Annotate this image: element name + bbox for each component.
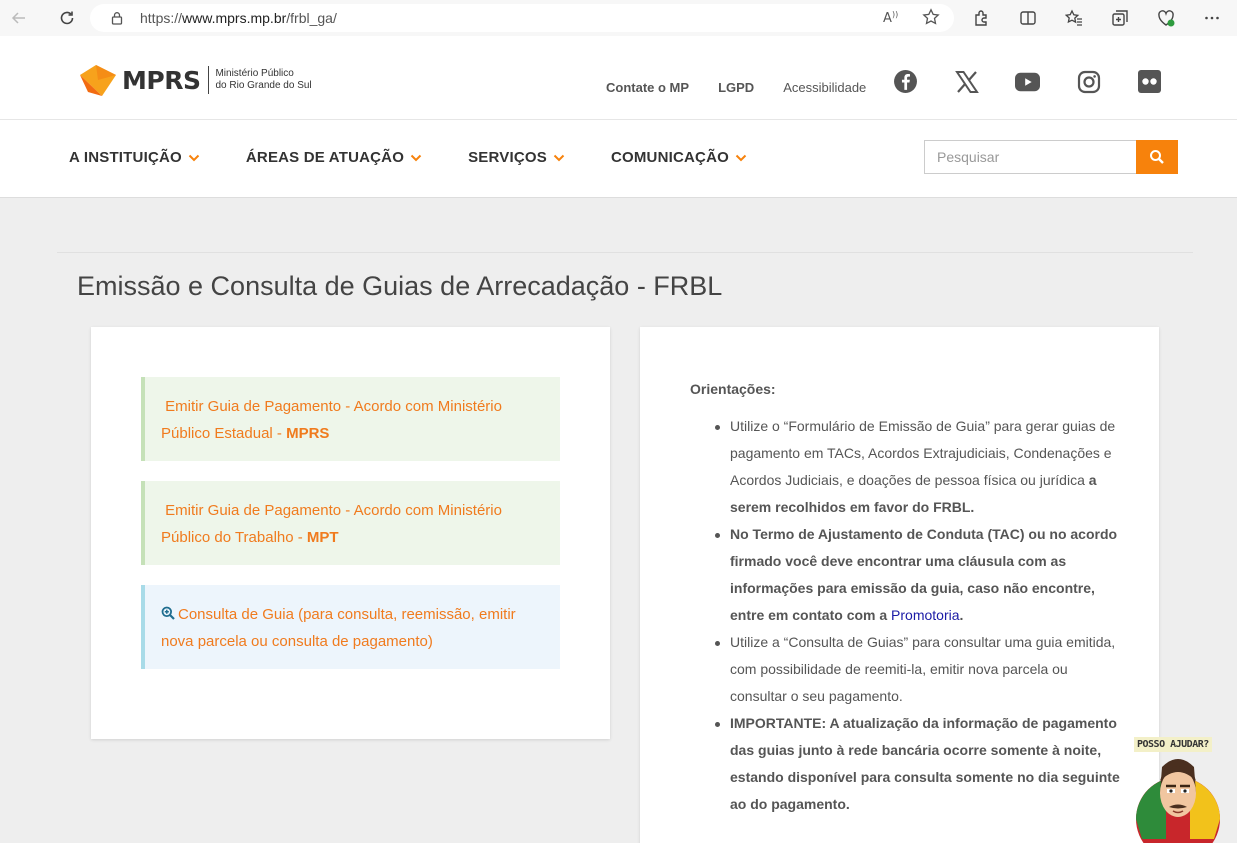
search-button[interactable] <box>1136 140 1178 174</box>
mprs-logo[interactable]: MPRS Ministério Público do Rio Grande do Sul <box>78 62 312 98</box>
browser-toolbar <box>0 0 1237 36</box>
chevron-down-icon <box>188 154 200 162</box>
options-card <box>91 327 610 739</box>
read-aloud-icon[interactable] <box>882 8 900 30</box>
lgpd-link[interactable]: LGPD <box>718 80 755 95</box>
guidelines-title: Orientações: <box>690 381 776 397</box>
list-item: IMPORTANTE: A atualização da informação de pagamento das guias junto à rede bancária ocorre somente à noite, estando disponível para consulta somente no dia seguinte ao do pagamento. <box>730 710 1120 818</box>
facebook-icon[interactable] <box>893 69 918 94</box>
emitir-mpt-link[interactable]: Emitir Guia de Pagamento - Acordo com Ministério Público do Trabalho - MPT <box>161 502 502 546</box>
acessibilidade-link[interactable]: Acessibilidade <box>783 80 867 95</box>
content-area <box>57 252 1193 843</box>
url-text: https://www.mprs.mp.br/frbl_ga/ <box>140 10 337 26</box>
youtube-icon[interactable] <box>1015 69 1040 94</box>
chevron-down-icon <box>410 154 422 162</box>
browser-essentials-icon[interactable] <box>1154 6 1178 30</box>
site-header <box>0 36 1237 120</box>
help-assistant[interactable] <box>1132 737 1224 843</box>
chevron-down-icon <box>735 154 747 162</box>
split-screen-icon[interactable] <box>1016 6 1040 30</box>
consulta-guia-link[interactable]: Consulta de Guia (para consulta, reemissão, emitir nova parcela ou consulta de pagamento) <box>161 606 516 650</box>
emitir-mprs-link[interactable]: Emitir Guia de Pagamento - Acordo com Ministério Público Estadual - MPRS <box>161 398 502 442</box>
list-item: Utilize a “Consulta de Guias” para consultar uma guia emitida, com possibilidade de reemiti-la, emitir nova parcela ou consultar o seu pagamento. <box>730 629 1120 710</box>
collections-icon[interactable] <box>1108 6 1132 30</box>
guidelines-list <box>730 413 1120 818</box>
favorites-icon[interactable] <box>1062 6 1086 30</box>
svg-text:A: A <box>883 11 892 26</box>
back-icon[interactable] <box>4 3 34 33</box>
svg-text:)): )) <box>892 10 899 19</box>
option-consulta-guia[interactable] <box>141 585 560 669</box>
search-icon <box>1149 149 1165 165</box>
refresh-icon[interactable] <box>52 3 82 33</box>
assistant-avatar-icon <box>1132 737 1224 843</box>
guidelines-card <box>640 327 1159 843</box>
main-nav <box>0 120 1237 198</box>
list-item: Utilize o “Formulário de Emissão de Guia” para gerar guias de pagamento em TACs, Acordos Extrajudiciais, Condenações e Acordos Judiciais, e doações de pessoa física ou jurídica a serem recolhidos em favor do FRBL. <box>730 413 1120 521</box>
chevron-down-icon <box>553 154 565 162</box>
nav-item-areas[interactable]: ÁREAS DE ATUAÇÃO <box>246 149 422 166</box>
list-item: No Termo de Ajustamento de Conduta (TAC) ou no acordo firmado você deve encontrar uma cláusula com as informações para emissão da guia, caso não encontre, entre em contato com a Promotoria. <box>730 521 1120 629</box>
lock-icon <box>110 11 124 25</box>
extensions-icon[interactable] <box>970 6 994 30</box>
address-bar[interactable] <box>90 4 954 32</box>
search-input[interactable] <box>924 140 1136 174</box>
more-options-icon[interactable] <box>1200 6 1224 30</box>
nav-item-servicos[interactable]: SERVIÇOS <box>468 149 565 166</box>
promotoria-link[interactable]: Promotoria <box>891 607 960 623</box>
zoom-in-icon <box>161 606 175 620</box>
option-emitir-mpt[interactable] <box>141 481 560 565</box>
help-label: POSSO AJUDAR? <box>1134 737 1212 752</box>
x-icon[interactable] <box>954 69 979 94</box>
option-emitir-mprs[interactable] <box>141 377 560 461</box>
favorite-star-icon[interactable] <box>922 8 940 30</box>
nav-item-instituicao[interactable]: A INSTITUIÇÃO <box>69 149 200 166</box>
flickr-icon[interactable] <box>1137 69 1162 94</box>
contate-link[interactable]: Contate o MP <box>606 80 690 95</box>
page-title: Emissão e Consulta de Guias de Arrecadação - FRBL <box>77 271 723 301</box>
mprs-logo-mark-icon <box>78 62 118 98</box>
search-form <box>924 140 1178 174</box>
nav-item-comunicacao[interactable]: COMUNICAÇÃO <box>611 149 747 166</box>
instagram-icon[interactable] <box>1076 69 1101 94</box>
